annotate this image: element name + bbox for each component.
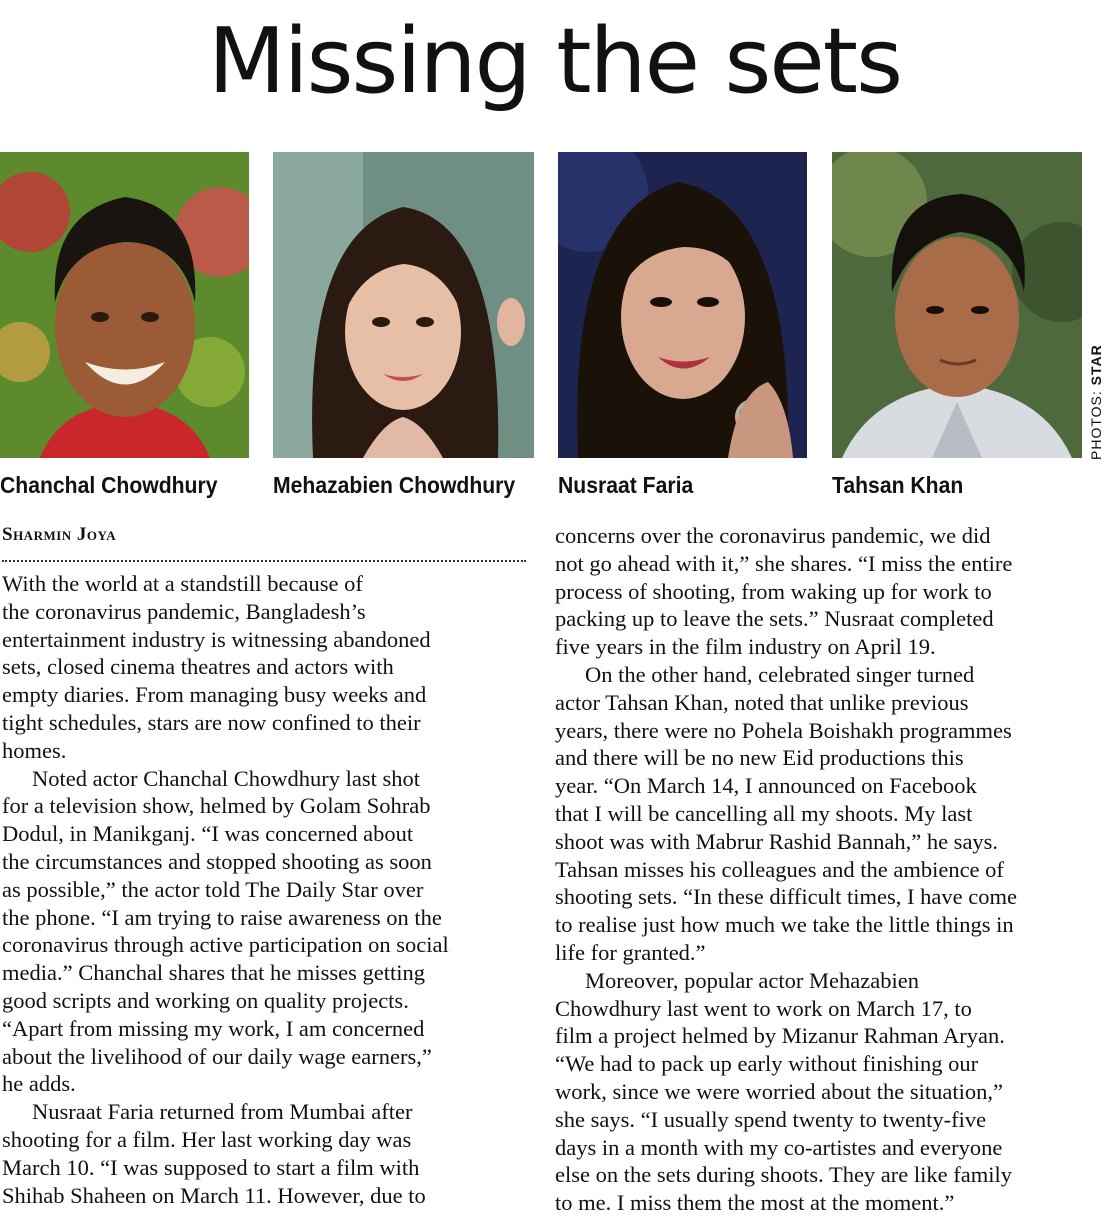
article-text-line: packing up to leave the sets.” Nusraat completed (555, 606, 994, 632)
article-text-line: about the livelihood of our daily wage earners,” (2, 1043, 432, 1069)
article-text-line: to me. I miss them the most at the moment.” (555, 1190, 955, 1216)
article-text-line: shoot was with Mabrur Rashid Bannah,” he says. (555, 828, 999, 854)
article-text-line: empty diaries. From managing busy weeks and (2, 682, 427, 708)
article-text-line: five years in the film industry on April 19. (555, 634, 936, 660)
article-text-line: actor Tahsan Khan, noted that unlike previous (555, 689, 969, 715)
article-text-line: Nusraat Faria returned from Mumbai after (32, 1099, 413, 1125)
article-text-line: shooting sets. “In these difficult times, I have come (555, 884, 1017, 910)
article-text-line: as possible,” the actor told The Daily Star over (2, 876, 424, 902)
article-text-line: the circumstances and stopped shooting as soon (2, 848, 432, 874)
photo-caption: Mehazabien Chowdhury (273, 472, 516, 498)
photo-credit-name: STAR (1088, 344, 1104, 386)
article-text-line: process of shooting, from waking up for work to (555, 578, 992, 604)
photo-caption: Nusraat Faria (558, 472, 694, 498)
photo-mehazabien-chowdhury (273, 152, 534, 458)
article-text-line: good scripts and working on quality projects. (2, 987, 409, 1013)
article-text-line: year. “On March 14, I announced on Facebook (555, 773, 977, 799)
article-text-line: she says. “I usually spend twenty to twenty-five (555, 1106, 987, 1132)
headline: Missing the sets (208, 9, 901, 114)
portrait-icon (273, 152, 534, 458)
article-text-line: March 10. “I was supposed to start a film with (2, 1154, 420, 1180)
article-text-line: the coronavirus pandemic, Bangladesh’s (2, 598, 366, 624)
article-text-line: Chowdhury last went to work on March 17, to (555, 995, 972, 1021)
photo-tahsan-khan (832, 152, 1082, 458)
byline-divider (2, 560, 526, 562)
photo-chanchal-chowdhury (0, 152, 249, 458)
article-text-line: work, since we were worried about the situation,” (555, 1078, 1003, 1104)
portrait-icon (0, 152, 249, 458)
article-text-line: “We had to pack up early without finishing our (555, 1051, 979, 1077)
article-column-1 (2, 570, 532, 1209)
article-text-line: shooting for a film. Her last working day was (2, 1126, 412, 1152)
article-text-line: concerns over the coronavirus pandemic, we did (555, 523, 991, 548)
portrait-icon (558, 152, 807, 458)
article-text-line: With the world at a standstill because of (2, 571, 363, 596)
article-text-line: else on the sets during shoots. They are like family (555, 1162, 1012, 1188)
article-text-line: Moreover, popular actor Mehazabien (585, 967, 919, 993)
article-text-line: that I will be cancelling all my shoots. My last (555, 800, 973, 826)
article-text-line: to realise just how much we take the little things in (555, 912, 1014, 938)
article-text-line: “Apart from missing my work, I am concerned (2, 1015, 425, 1041)
article-text-line: not go ahead with it,” she shares. “I miss the entire (555, 550, 1013, 576)
photo-caption: Tahsan Khan (832, 472, 964, 498)
article-text-line: On the other hand, celebrated singer turned (585, 661, 975, 687)
portrait-icon (832, 152, 1082, 458)
article-text-line: film a project helmed by Mizanur Rahman Aryan. (555, 1023, 1005, 1049)
article-text-line: coronavirus through active participation on social (2, 932, 449, 958)
article-text-line: days in a month with my co-artistes and everyone (555, 1134, 1003, 1160)
photo-caption: Chanchal Chowdhury (0, 472, 218, 498)
article-text-line: for a television show, helmed by Golam Sohrab (2, 793, 431, 819)
photo-credit (1087, 320, 1105, 460)
photo-nusraat-faria (558, 152, 807, 458)
article-column-2 (555, 522, 1085, 1217)
article-text-line: Noted actor Chanchal Chowdhury last shot (32, 765, 421, 791)
article-text-line: he adds. (2, 1071, 76, 1097)
article-text-line: Shihab Shaheen on March 11. However, due to (2, 1182, 426, 1208)
article-text-line: Tahsan misses his colleagues and the ambience of (555, 856, 1004, 882)
photo-credit-prefix: PHOTOS: (1088, 385, 1104, 460)
article-text-line: Dodul, in Manikganj. “I was concerned about (2, 821, 414, 847)
article-text-line: tight schedules, stars are now confined to their (2, 709, 421, 735)
article-text-line: the phone. “I am trying to raise awareness on the (2, 904, 442, 930)
byline: Sharmin Joya (2, 524, 117, 545)
article-text-line: entertainment industry is witnessing abandoned (2, 626, 431, 652)
article-text-line: sets, closed cinema theatres and actors with (2, 654, 394, 680)
article-text-line: homes. (2, 737, 67, 763)
article-text-line: years, there were no Pohela Boishakh programmes (555, 717, 1012, 743)
article-text-line: and there will be no new Eid productions this (555, 745, 964, 771)
article-text-line: media.” Chanchal shares that he misses getting (2, 960, 426, 986)
article-text-line: life for granted.” (555, 939, 706, 965)
